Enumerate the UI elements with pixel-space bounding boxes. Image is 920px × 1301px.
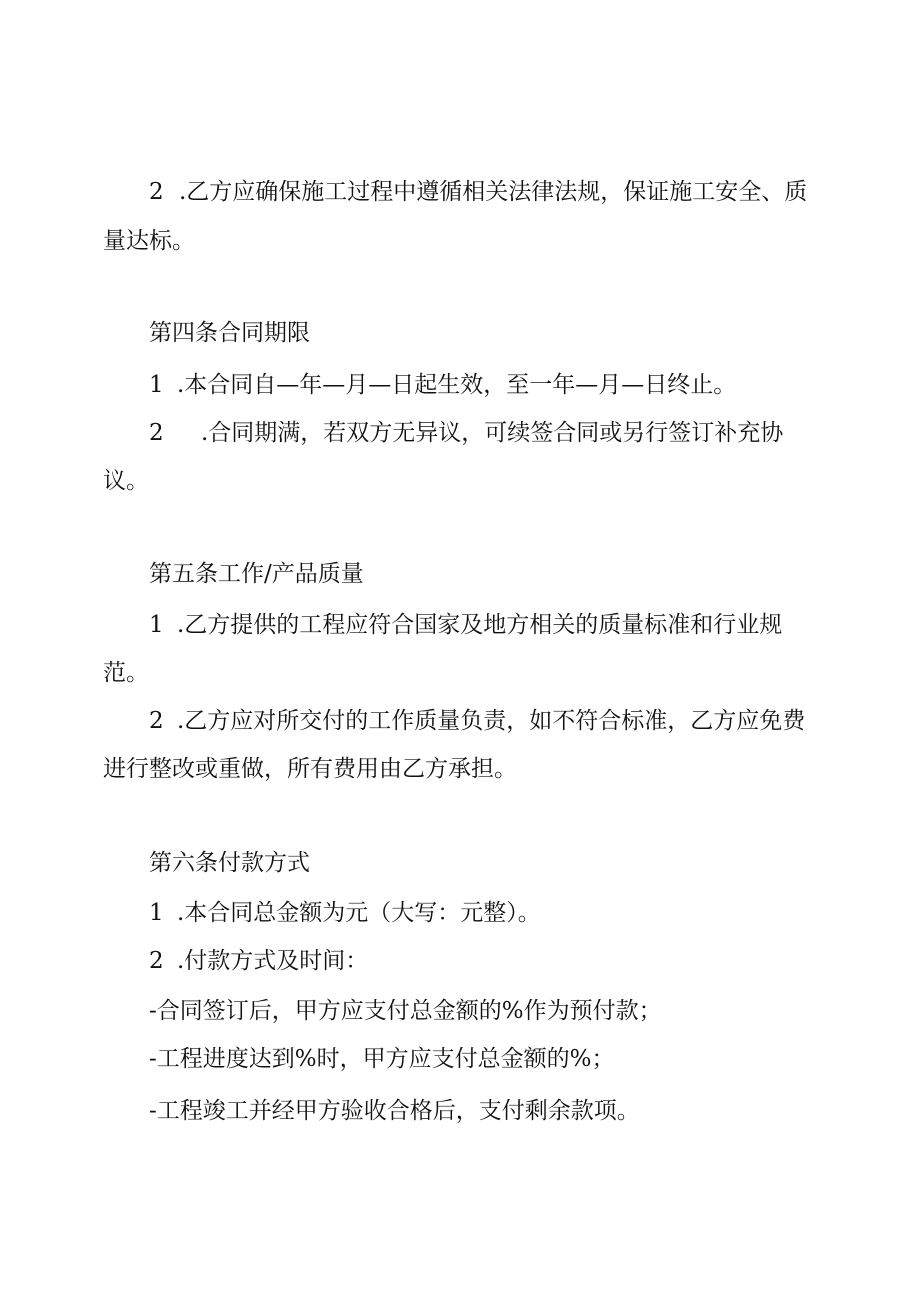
clause6-item2-number: 2 [149, 948, 164, 974]
clause3-item2-text: .乙方应确保施工过程中遵循相关法律法规，保证施工安全、质 [179, 179, 808, 205]
clause4-item2-text: .合同期满，若双方无异议，可续签合同或另行签订补充协 [201, 420, 784, 446]
payment-bullet-3: -工程竣工并经甲方验收合格后，支付剩余款项。 [149, 1098, 640, 1124]
clause6-heading: 第六条付款方式 [149, 850, 310, 876]
clause4-item2-line2: 议。 [103, 468, 149, 494]
clause6-item2 [149, 946, 368, 976]
clause3-item2-line2: 量达标。 [103, 228, 195, 254]
clause4-heading: 第四条合同期限 [149, 320, 310, 346]
clause6-item1-number: 1 [149, 900, 164, 926]
clause4-item2-line1 [149, 418, 783, 448]
clause6-item1-text: .本合同总金额为元（大写：元整）。 [177, 900, 541, 926]
clause6-item1 [149, 898, 541, 928]
clause5-item2-number: 2 [149, 708, 164, 734]
payment-bullet-2: -工程进度达到%时，甲方应支付总金额的%； [149, 1046, 615, 1072]
clause4-item2-number: 2 [149, 420, 164, 446]
clause5-item2-line1 [149, 706, 805, 736]
clause4-item1 [149, 370, 736, 400]
clause5-item2-text: .乙方应对所交付的工作质量负责，如不符合标准，乙方应免费 [177, 708, 806, 734]
clause5-item1-number: 1 [149, 612, 164, 638]
clause3-item2-line1 [149, 177, 807, 207]
clause4-item1-text: .本合同自—年—月—日起生效，至一年—月—日终止。 [177, 372, 737, 398]
clause5-item1-line1 [149, 610, 782, 640]
clause3-item2-number: 2 [149, 179, 164, 205]
payment-bullet-1: -合同签订后，甲方应支付总金额的%作为预付款； [149, 998, 662, 1024]
clause6-item2-text: .付款方式及时间： [177, 948, 369, 974]
clause5-item1-text: .乙方提供的工程应符合国家及地方相关的质量标准和行业规 [177, 612, 783, 638]
clause4-item1-number: 1 [149, 372, 164, 398]
clause5-item2-line2: 进行整改或重做，所有费用由乙方承担。 [103, 756, 517, 782]
clause5-item1-line2: 范。 [103, 660, 149, 686]
clause5-heading: 第五条工作/产品质量 [149, 561, 364, 587]
